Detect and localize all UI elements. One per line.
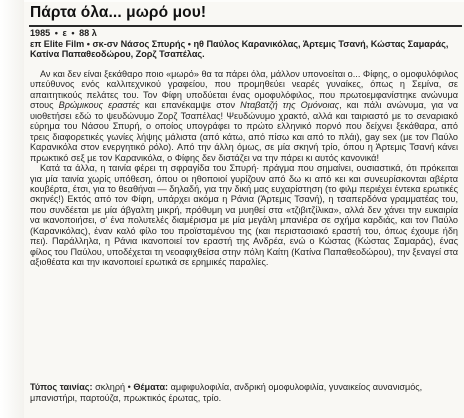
themes-label: Θέματα: xyxy=(133,382,169,392)
film-reference: Βρώμικους εραστές xyxy=(58,100,140,111)
film-duration: 88 λ xyxy=(79,28,97,38)
bullet-separator: • xyxy=(71,28,75,38)
title-divider xyxy=(29,25,462,27)
themes-value: αμφιφυλοφιλία, ανδρική ομοφυλοφιλία, γυναικείος αυνανισμός, μπανιστήρι, παρτούζα, πρωκτικός έρωτας, τρίο. xyxy=(30,382,423,403)
type-value: σκληρή xyxy=(95,382,126,392)
film-year: 1985 xyxy=(30,28,51,38)
film-reference: Νταβατζή της Ομόνοιας xyxy=(240,100,340,111)
review-paragraph-2: Κατά τα άλλα, η ταινία φέρει τη σφραγίδα του Σπυρή· πράγμα που σημαίνει, ουσιαστικά, ότι πρόκειται για μία ταινία χωρίς υπόθεση, όπου οι ηθοποιοί γυρίζουν από δω κι από κει και συνευρίσκονται αβέρτα κουβέρτα, έτσι, για το θεαθήναι — δηλαδή, για την δική μας ευχαρίστηση (το φιλμ περιέχει έντεκα ερωτικές σκηνές!) Εκτός από τον Φίφη, υπάρχει ακόμα η Ράνια (Άρτεμις Τσανή), η τσαπερδόνα γραμματέας του, που συνδέεται με μία άβγαλτη μικρή, πρόθυμη να μυηθεί στα «τζιβιτζίλικα», αλλά δεν χάνει την ευκαιρία να ικανοποιήσει, σ' ένα πολυτελές διαμέρισμα με μία μεγάλη μπανιέρα σε σχήμα καρδιάς, και τον Παύλο (Καρανικόλας), έναν καλό φίλο του προϊσταμένου της (και περιστασιακό εραστή του, όπως έχουμε ήδη πει). Παράλληλα, η Ράνια ικανοποιεί τον εραστή της Ανδρέα, ενώ ο Κώστας (Κώστας Σαμαράς), ένας φίλος του Παύλου, υποδέχεται τη νεοαφιχθείσα στην πόλη Καίτη (Κατίνα Παπαθεοδώρου), την ξεναγεί στα αξιοθέατα και την ικανοποιεί ερωτικά σε ερημικές παραλίες. xyxy=(30,163,458,268)
bullet-separator: • xyxy=(127,382,134,392)
review-body xyxy=(30,69,458,268)
film-tags xyxy=(30,382,458,403)
review-text: , και πάλι ανώνυμα, για να υιοθετήσει εδώ το ψευδώνυμο Ζορζ Τσαπέλας! Ψευδώνυμο χρακτό, αλλά και ταιριαστό με το σεναριακό εύρημα του Νάσου Σπυρή, ο οποίος υπογράφει το πρώτο ελληνικό πορνό που δείχνει ξεκάθαρα, από τρεις διαφορετικές γωνίες λήψης μάλιστα (από κάτω, από πίσω και από το πλάι), gay sex (με τον Παύλο Καρανικόλα στον ενεργητικό ρόλο). Από την άλλη όμως, σε μία σκηνή τρίο, όπου η Άρτεμις Τσανή κάνει πρωκτικό σεξ με τον Καρανικόλα, ο Φίφης δεν διστάζει να την πάρει κι αυτός κανονικά! xyxy=(30,100,458,163)
type-label: Τύπος ταινίας: xyxy=(30,382,93,392)
film-crew-cast: επ Elite Film • σκ-σν Νάσος Σπυρής • ηθ Παύλος Καρανικόλας, Άρτεμις Τσανή, Κώστας Σαμαράς, Κατίνα Παπαθεοδώρου, Ζορζ Τσαπέλας. xyxy=(30,38,449,59)
page-title: Πάρτα όλα... μωρό μου! xyxy=(30,4,207,21)
review-text: Αν και δεν είναι ξεκάθαρο ποιο «μωρό» θα τα πάρει όλα, μάλλον υπονοείται ο... Φίφης, ο ομοφυλόφιλος υπεύθυνος ενός καλλιτεχνικού γραφείου, που προμηθεύει νεαρές γυναίκες, όπως η Σεμίνα, σε απαιτητικούς πελάτες του. Τον Φίφη υποδύεται ένας ομοφυλόφιλος, που πρωτοεμφανίστηκε ανώνυμα στους xyxy=(30,69,458,111)
film-color: ε xyxy=(62,28,67,38)
page-margin xyxy=(0,0,24,418)
review-text: και επανέκαμψε στον xyxy=(139,100,241,111)
review-paragraph-1 xyxy=(30,69,458,163)
film-credits xyxy=(30,28,458,60)
bullet-separator: • xyxy=(54,28,58,38)
